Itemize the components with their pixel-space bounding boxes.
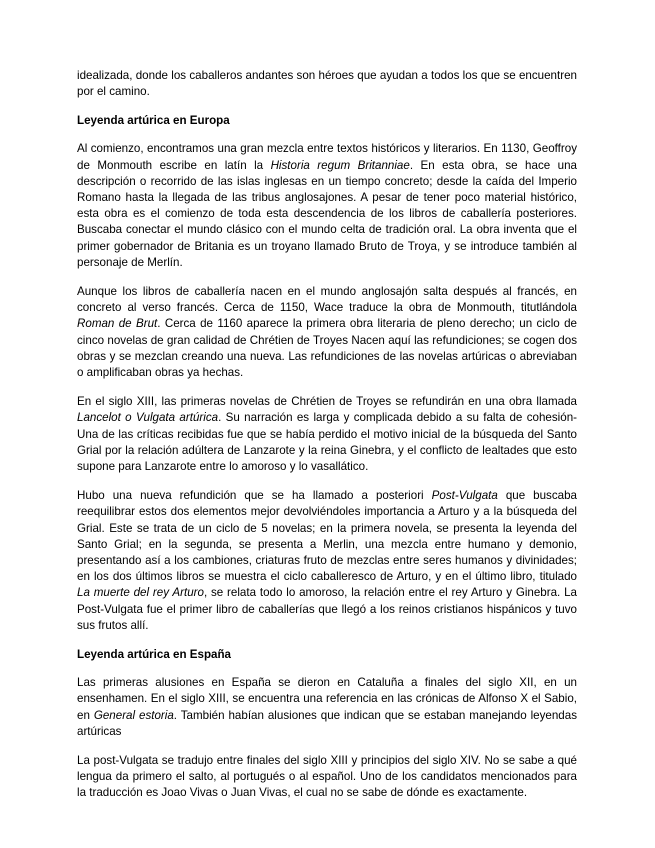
- book-title: Roman de Brut: [77, 317, 158, 331]
- book-title: General estoria: [93, 708, 174, 722]
- book-title: Historia regum Britanniae: [270, 158, 410, 172]
- paragraph-text: Hubo una nueva refundición que se ha llamado a posteriori: [77, 489, 432, 503]
- document-page: [77, 68, 577, 815]
- paragraph-alusiones: [77, 675, 577, 740]
- paragraph-text: . Cerca de 1160 aparece la primera obra literaria de pleno derecho; un ciclo de cinco novelas de gran calidad de Chrétien de Troyes Nacen aquí las refundiciones; se cogen dos obras y se mezclan creando una nueva. Las refundiciones de las novelas artúricas o abreviaban o amplificaban obras ya hechas.: [77, 317, 577, 380]
- paragraph-text: . En esta obra, se hace una descripción o recorrido de las islas inglesas en un tiempo concreto; desde la caída del Imperio Romano hasta la llegada de las tribus anglosajones. A pesar de tener poco material histórico, esta obra es el comienzo de toda esta descendencia de los libros de caballería posteriores. Buscaba conectar el mundo clásico con el mundo celta de tradición oral. La obra inventa que el primer gobernador de Britania es un troyano llamado Bruto de Troya, y se introduce también al personaje de Merlín.: [77, 158, 577, 269]
- book-title: Post-Vulgata: [431, 489, 498, 503]
- paragraph-text: , se relata todo lo amoroso, la relación entre el rey Arturo y Ginebra. La Post-Vulgata fue el primer libro de caballerías que llegó a los reinos cristianos hispánicos y tuvo sus frutos allí.: [77, 586, 577, 632]
- paragraph-text: . Su narración es larga y complicada debido a su falta de cohesión- Una de las críticas recibidas fue que se había perdido el motivo inicial de la búsqueda del Santo Grial por la relación adúltera de Lanzarote y la reina Ginebra, y el conflicto de lealtades que esto supone para Lanzarote entre lo amoroso y lo vasallático.: [77, 411, 577, 474]
- paragraph-traduccion: La post-Vulgata se tradujo entre finales del siglo XIII y principios del siglo XIV. No se sabe a qué lengua da primero el salto, al portugués o al español. Uno de los candidatos mencionados para la traducción es Joao Vivas o Juan Vivas, el cual no se sabe de dónde es exactamente.: [77, 753, 577, 800]
- paragraph-post-vulgata: [77, 488, 577, 634]
- paragraph-monmouth: [77, 141, 577, 271]
- section-heading-europa: Leyenda artúrica en Europa: [77, 114, 230, 128]
- paragraph-text: Las primeras alusiones en España se dieron en Cataluña a finales del siglo XII, en un ensenhamen. En el siglo XIII, se encuentra una referencia en las crónicas de Alfonso X el Sabio, en: [77, 676, 577, 722]
- section-heading-espana: Leyenda artúrica en España: [77, 648, 232, 662]
- paragraph-text: Al comienzo, encontramos una gran mezcla entre textos históricos y literarios. En 1130, Geoffroy de Monmouth escribe en latín la: [77, 142, 577, 172]
- intro-paragraph: idealizada, donde los caballeros andantes son héroes que ayudan a todos los que se encuentren por el camino.: [77, 69, 577, 99]
- paragraph-text: que buscaba reequilibrar estos dos elementos mejor devolviéndoles importancia a Arturo y a la búsqueda del Grial. Este se trata de un ciclo de 5 novelas; en la primera novela, se presenta la leyenda del Santo Grial; en la segunda, se presenta a Merlin, una mezcla entre humano y demonio, presentando así a los cambiones, criaturas fruto de mezclas entre seres humanos y divinidades; en los dos últimos libros se muestra el ciclo caballeresco de Arturo, y en el último libro, titulado: [77, 489, 577, 584]
- paragraph-text: . También habían alusiones que indican que se estaban manejando leyendas artúricas: [77, 708, 577, 738]
- paragraph-wace: [77, 284, 577, 381]
- book-title: La muerte del rey Arturo: [77, 586, 204, 600]
- paragraph-text: En el siglo XIII, las primeras novelas de Chrétien de Troyes se refundirán en una obra llamada: [77, 395, 577, 409]
- book-title: Lancelot o Vulgata artúrica: [77, 411, 219, 425]
- paragraph-vulgata: [77, 394, 577, 475]
- paragraph-text: Aunque los libros de caballería nacen en el mundo anglosajón salta después al francés, en concreto al verso francés. Cerca de 1150, Wace traduce la obra de Monmouth, titutlándola: [77, 285, 577, 315]
